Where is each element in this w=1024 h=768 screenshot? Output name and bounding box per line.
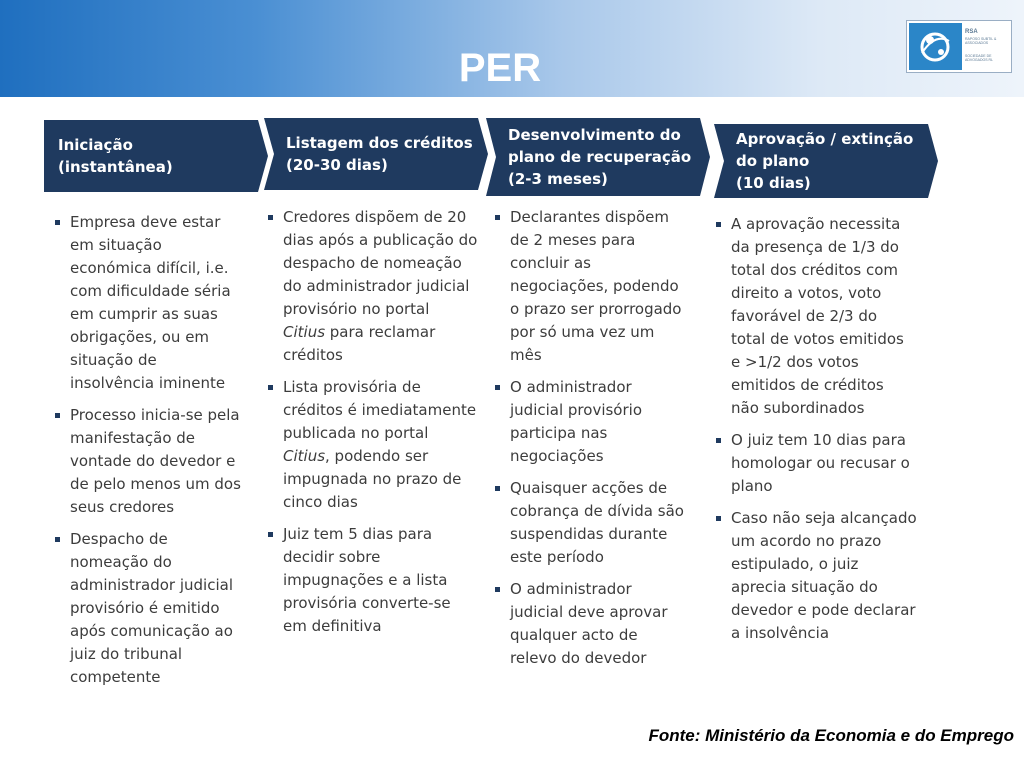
column-aprovacao <box>714 213 938 654</box>
bullet-icon <box>55 413 60 418</box>
list-item: Lista provisória de créditos é imediatamente publicada no portal Citius, podendo ser impugnada no prazo de cinco dias <box>266 376 488 514</box>
list-item: Quaisquer acções de cobrança de dívida são suspendidas durante este período <box>493 477 715 569</box>
stage-3-line3: (2-3 meses) <box>508 170 608 188</box>
column-listagem <box>266 206 488 647</box>
bullet-icon <box>716 516 721 521</box>
list-item: Empresa deve estar em situação económica difícil, i.e. com dificuldade séria em cumprir as suas obrigações, ou em situação de insolvência iminente <box>53 211 263 395</box>
bullet-icon <box>495 215 500 220</box>
stage-4-line2: do plano <box>736 152 810 170</box>
bullet-icon <box>716 438 721 443</box>
bullet-icon <box>495 385 500 390</box>
bullet-icon <box>55 220 60 225</box>
stage-3-line2: plano de recuperação <box>508 148 692 166</box>
stage-3-line1: Desenvolvimento do <box>508 126 681 144</box>
logo-line3: SOCIEDADE DE ADVOGADOS RL <box>965 54 994 62</box>
stage-1-line2: (instantânea) <box>58 158 173 176</box>
stage-2-line2: (20-30 dias) <box>286 156 388 174</box>
bullet-icon <box>716 222 721 227</box>
list-item: O juiz tem 10 dias para homologar ou recusar o plano <box>714 429 938 498</box>
bullet-icon <box>268 532 273 537</box>
list-item: Credores dispõem de 20 dias após a publicação do despacho de nomeação do administrador judicial provisório no portal Citius para reclamar créditos <box>266 206 488 367</box>
company-logo <box>906 20 1012 73</box>
list-item: A aprovação necessita da presença de 1/3 do total dos créditos com direito a votos, voto favorável de 2/3 do total de votos emitidos e >1/2 dos votos emitidos de créditos não subordinados <box>714 213 938 420</box>
bullet-icon <box>268 215 273 220</box>
column-iniciacao <box>53 211 263 698</box>
list-item: Despacho de nomeação do administrador judicial provisório é emitido após comunicação ao juiz do tribunal competente <box>53 528 263 689</box>
source-note: Fonte: Ministério da Economia e do Emprego <box>648 726 1014 745</box>
list-item: O administrador judicial deve aprovar qualquer acto de relevo do devedor <box>493 578 715 670</box>
slide-title: PER <box>458 46 542 90</box>
rsa-logo-icon <box>909 23 962 70</box>
list-item: Caso não seja alcançado um acordo no prazo estipulado, o juiz aprecia situação do devedor e pode declarar a insolvência <box>714 507 938 645</box>
list-item: O administrador judicial provisório participa nas negociações <box>493 376 715 468</box>
bullet-icon <box>495 486 500 491</box>
list-item: Juiz tem 5 dias para decidir sobre impugnações e a lista provisória converte-se em definitiva <box>266 523 488 638</box>
column-desenvolvimento <box>493 206 715 679</box>
stage-4-line3: (10 dias) <box>736 174 811 192</box>
stage-2-line1: Listagem dos créditos <box>286 134 473 152</box>
stage-4 <box>714 124 938 198</box>
bullet-icon <box>495 587 500 592</box>
bullet-icon <box>55 537 60 542</box>
stage-1 <box>44 120 268 192</box>
stage-4-line1: Aprovação / extinção <box>736 130 914 148</box>
list-item: Declarantes dispõem de 2 meses para concluir as negociações, podendo o prazo ser prorrogado por só uma vez um mês <box>493 206 715 367</box>
stage-2 <box>264 118 488 190</box>
logo-line1: RSA <box>965 29 978 35</box>
stage-3 <box>486 118 710 196</box>
logo-line2: RAPOSO SUBTIL & ASSOCIADOS <box>965 37 997 45</box>
stage-1-line1: Iniciação <box>58 136 133 154</box>
bullet-icon <box>268 385 273 390</box>
list-item: Processo inicia-se pela manifestação de vontade do devedor e de pelo menos um dos seus credores <box>53 404 263 519</box>
